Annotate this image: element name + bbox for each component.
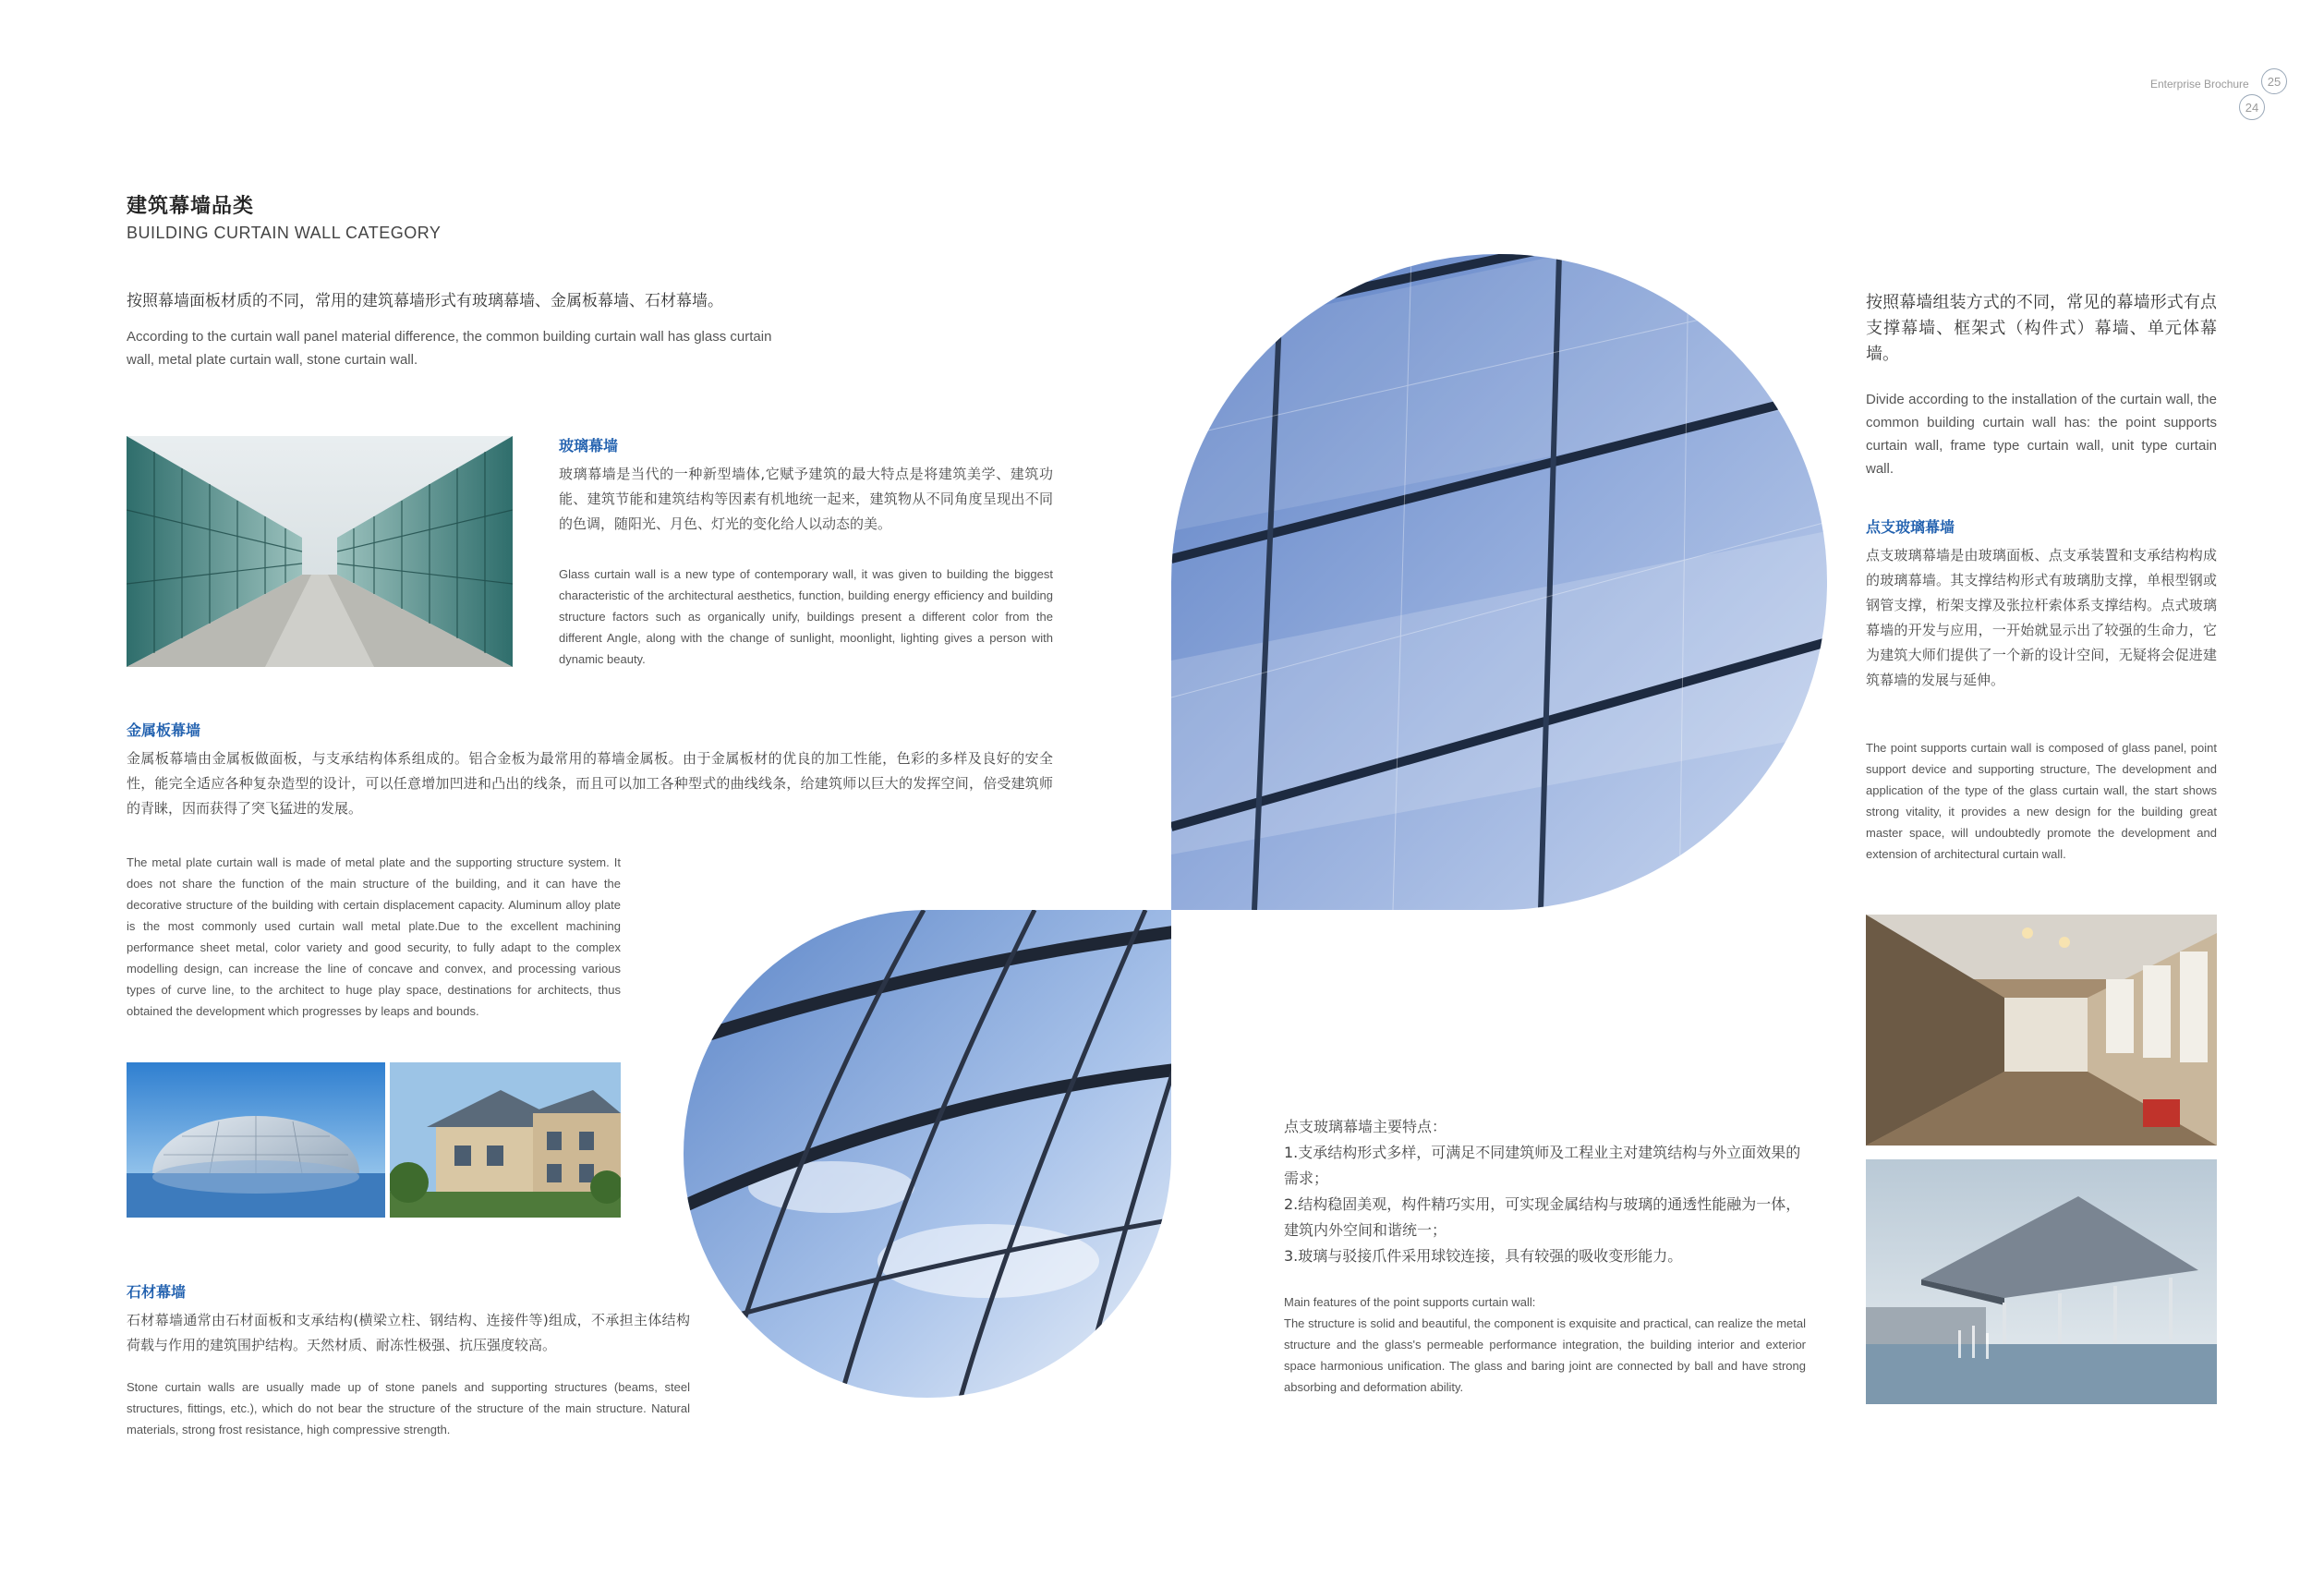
stone-text-zh: 石材幕墙通常由石材面板和支承结构(横梁立柱、钢结构、连接件等)组成，不承担主体结构荷载与作用的建筑围护结构。天然材质、耐冻性极强、抗压强度较高。 (127, 1312, 690, 1353)
metal-heading: 金属板幕墙 (127, 721, 201, 739)
page-number-left: 24 (2239, 94, 2265, 120)
features-en-title: Main features of the point supports curtain wall: (1284, 1295, 1536, 1309)
egg-theatre-photo (127, 1062, 385, 1218)
intro-right-zh: 按照幕墙组装方式的不同，常见的幕墙形式有点支撑幕墙、框架式（构件式）幕墙、单元体幕墙。 (1866, 293, 2217, 364)
features-zh-title: 点支玻璃幕墙主要特点： (1284, 1118, 1447, 1135)
interior-hall-photo (1866, 915, 2217, 1146)
glass-corridor-photo (127, 436, 513, 667)
canopy-building-photo (1866, 1159, 2217, 1404)
stone-text-en: Stone curtain walls are usually made up of stone panels and supporting structures (beams, steel structures, fittings, etc.), which do not bear the structure of the structure of the main structure. Natural materials, strong frost resistance, high compressive strength. (127, 1380, 690, 1436)
glass-text-zh: 玻璃幕墙是当代的一种新型墙体,它赋予建筑的最大特点是将建筑美学、建筑功能、建筑节能和建筑结构等因素有机地统一起来，建筑物从不同角度呈现出不同的色调，随阳光、月色、灯光的变化给人以动态的美。 (559, 466, 1053, 532)
features-zh-item: 3.玻璃与驳接爪件采用球铰连接，具有较强的吸收变形能力。 (1284, 1247, 1683, 1265)
glass-facade-circle-photo (1171, 254, 1827, 910)
page-number-right: 25 (2261, 68, 2287, 94)
brochure-label: Enterprise Brochure (2150, 78, 2249, 91)
features-zh-block (1284, 1114, 1806, 1269)
point-text-en: The point supports curtain wall is composed of glass panel, point support device and supporting structure, The development and application of the type of the glass curtain wall, the start shows strong vitality, it provides a new design for the building great master space, will undoubtedly promote the development and extension of architectural curtain wall. (1866, 741, 2217, 861)
features-en-block (1284, 1291, 1806, 1398)
glass-heading: 玻璃幕墙 (559, 437, 619, 455)
glass-text-en: Glass curtain wall is a new type of contemporary wall, it was given to building the biggest characteristic of the architectural aesthetics, function, building energy efficiency and building structure factors such as organically unify, buildings present a different color from the different Angle, along with the change of sunlight, moonlight, lighting gives a person with dynamic beauty. (559, 567, 1053, 666)
intro-right-en: Divide according to the installation of the curtain wall, the common building curtain wall has: the point supports curtain wall, frame type curtain wall, unit type curtain wall. (1866, 392, 2217, 477)
features-en-text: The structure is solid and beautiful, the component is exquisite and practical, can realize the metal structure and the glass's permeable performance integration, the building interior and exterior space harmonious unification. The glass and baring joint are connected by ball and have strong absorbing and deformation ability. (1284, 1316, 1806, 1394)
intro-left-zh: 按照幕墙面板材质的不同，常用的建筑幕墙形式有玻璃幕墙、金属板幕墙、石材幕墙。 (127, 292, 723, 310)
metal-text-en: The metal plate curtain wall is made of metal plate and the supporting structure system. It does not share the function of the main structure of the building, and it can have the decorative structure of the building with certain displacement capacity. Aluminum alloy plate is the most commonly used curtain wall metal plate.Due to the excellent machining performance sheet metal, color variety and good security, to fully adapt to the complex modelling design, can increase the line of concave and convex, and processing various types of curve line, to the architect to huge play space, destinations for architects, thus obtained the development which progresses by leaps and bounds. (127, 855, 621, 1018)
features-zh-item: 2.结构稳固美观，构件精巧实用，可实现金属结构与玻璃的通透性能融为一体，建筑内外空间和谐统一； (1284, 1195, 1801, 1239)
stone-villa-photo (390, 1062, 621, 1218)
features-zh-item: 1.支承结构形式多样，可满足不同建筑师及工程业主对建筑结构与外立面效果的需求； (1284, 1144, 1801, 1187)
metal-text-zh: 金属板幕墙由金属板做面板，与支承结构体系组成的。铝合金板为最常用的幕墙金属板。由于金属板材的优良的加工性能，色彩的多样及良好的安全性，能完全适应各种复杂造型的设计，可以任意增加凹进和凸出的线条，而且可以加工各种型式的曲线线条，给建筑师以巨大的发挥空间，倍受建筑师的青睐，因而获得了突飞猛进的发展。 (127, 750, 1053, 817)
glass-roof-drop-photo (684, 910, 1171, 1398)
point-heading: 点支玻璃幕墙 (1866, 518, 1955, 536)
stone-heading: 石材幕墙 (127, 1283, 187, 1301)
page-title-zh: 建筑幕墙品类 (127, 195, 255, 218)
page-title-en: BUILDING CURTAIN WALL CATEGORY (127, 224, 442, 242)
point-text-zh: 点支玻璃幕墙是由玻璃面板、点支承装置和支承结构构成的玻璃幕墙。其支撑结构形式有玻璃肋支撑，单根型钢或钢管支撑，桁架支撑及张拉杆索体系支撑结构。点式玻璃幕墙的开发与应用，一开始就显示出了较强的生命力，它为建筑大师们提供了一个新的设计空间，无疑将会促进建筑幕墙的发展与延伸。 (1866, 547, 2217, 688)
intro-left-en: According to the curtain wall panel material difference, the common building curtain wall has glass curtain wall, metal plate curtain wall, stone curtain wall. (127, 329, 772, 368)
